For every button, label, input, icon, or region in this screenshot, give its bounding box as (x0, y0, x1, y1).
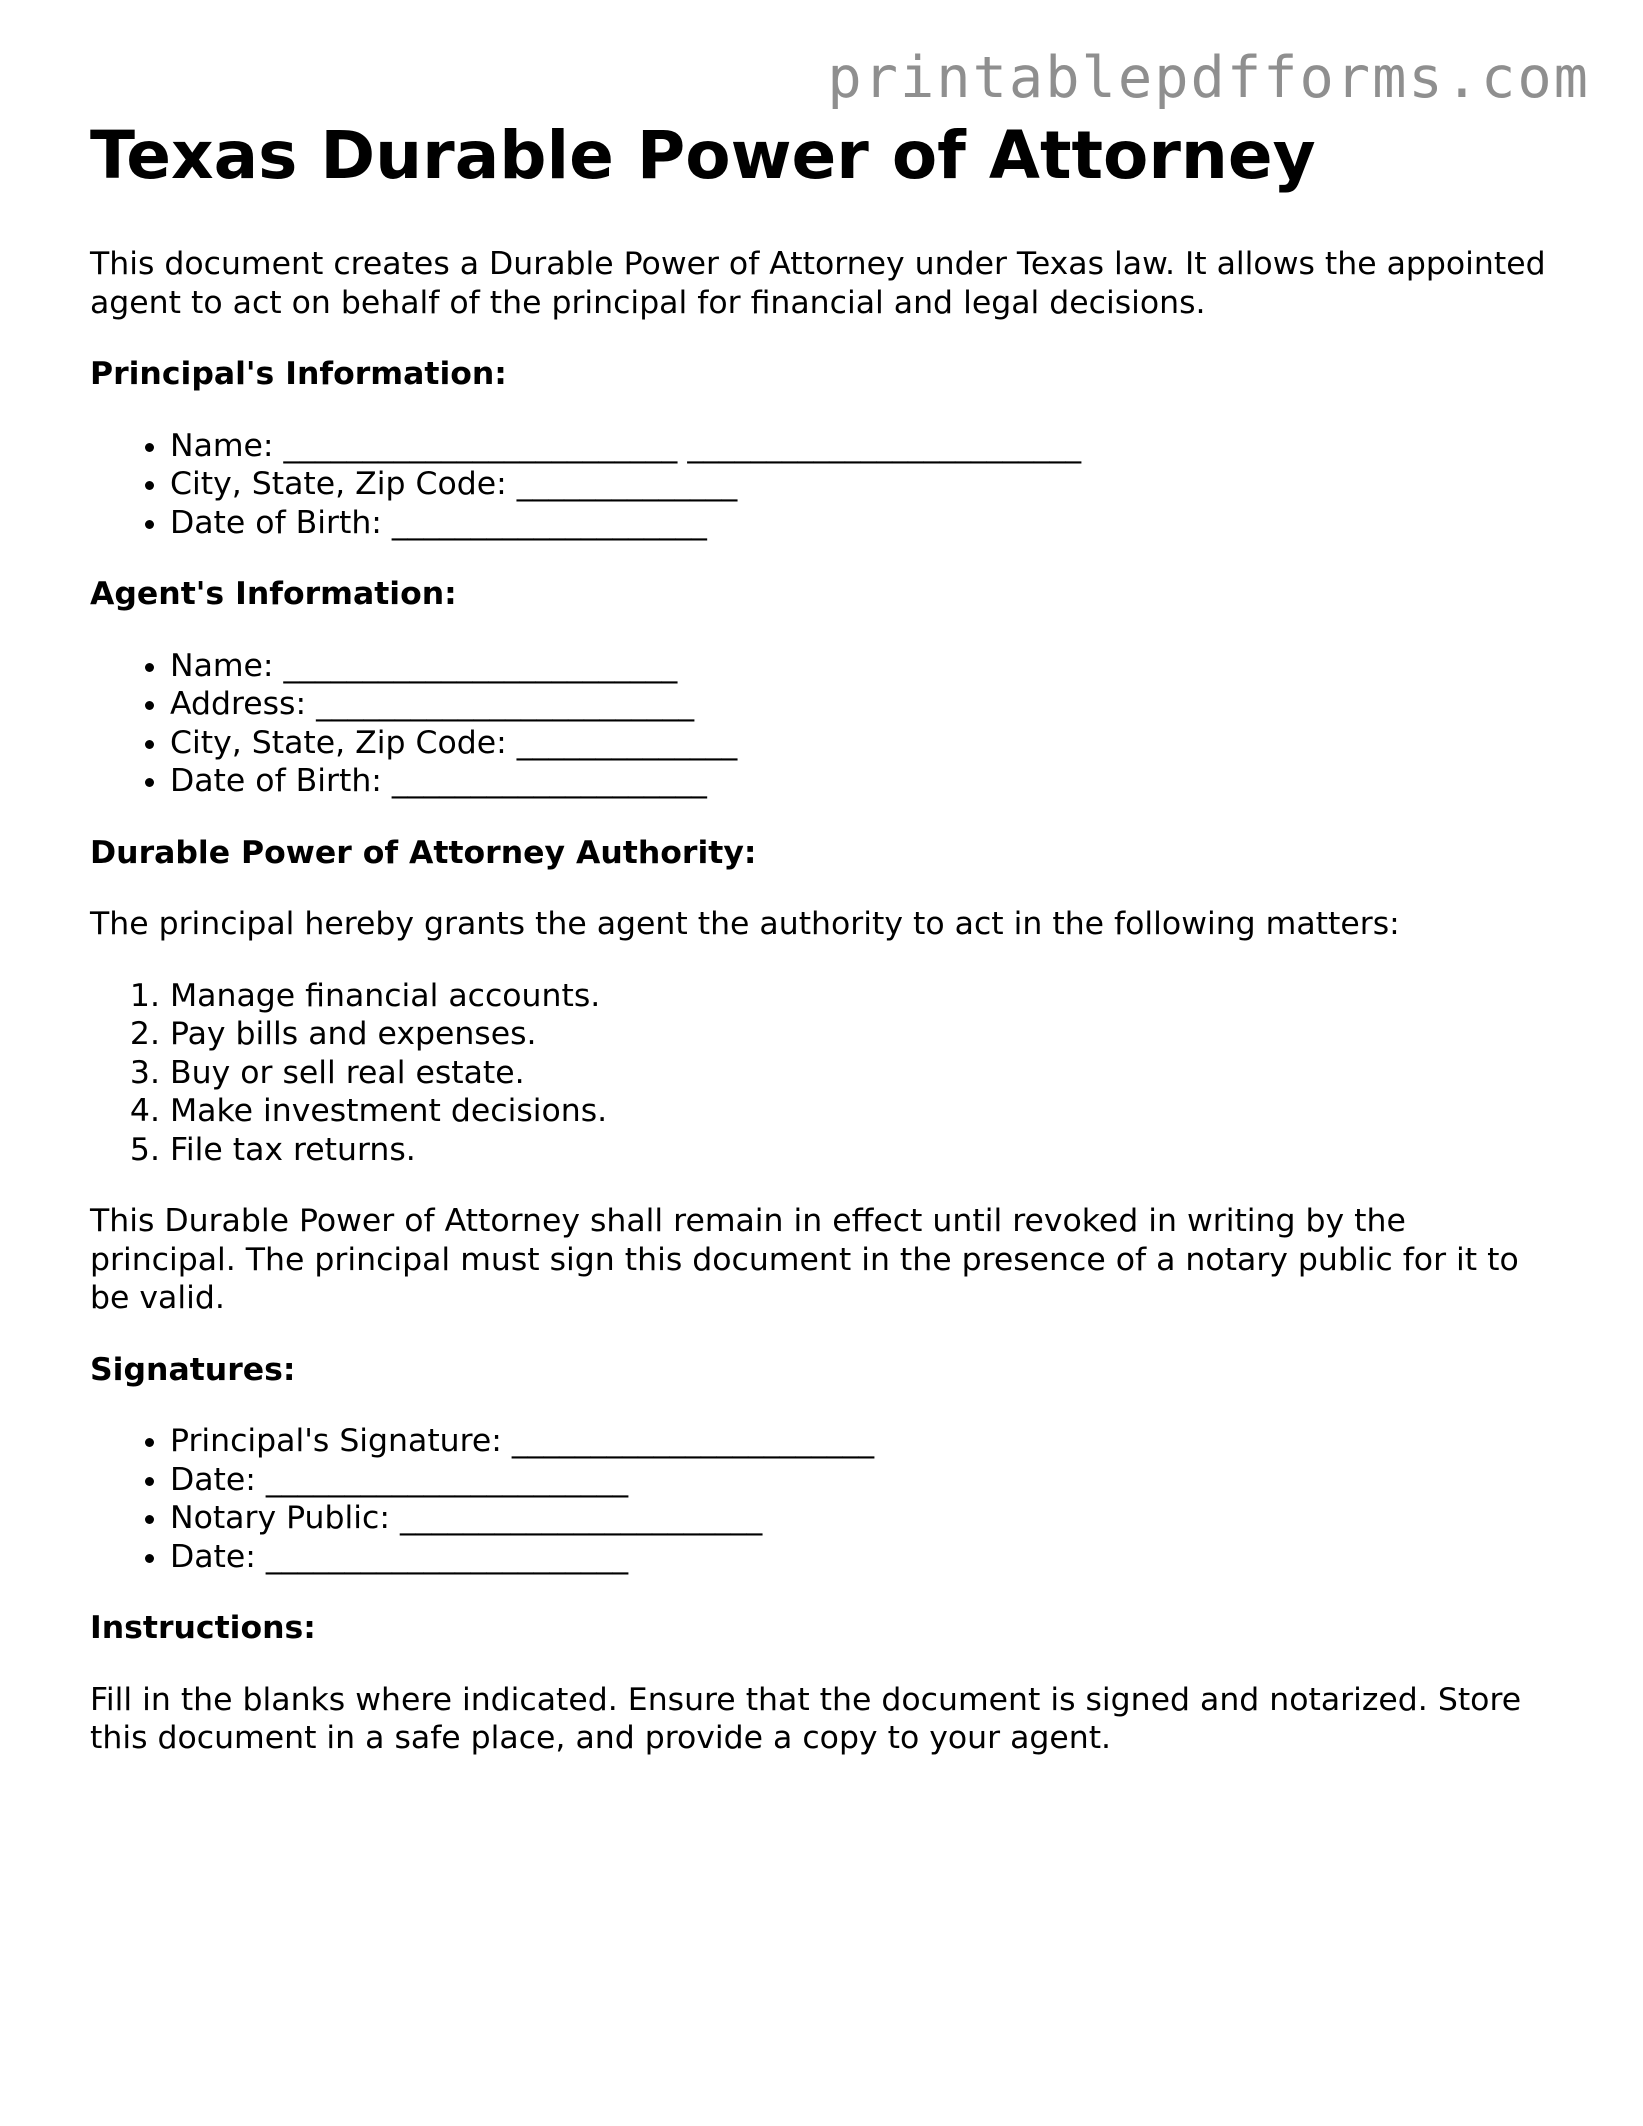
principal-name-field: • Name: _________________________ _________________________ (170, 427, 1560, 466)
principal-signature-field: • Principal's Signature: _______________________ (170, 1422, 1560, 1461)
agent-address-field: • Address: ________________________ (170, 685, 1560, 724)
authority-list (90, 977, 1560, 1170)
agent-name-field: • Name: _________________________ (170, 647, 1560, 686)
agent-heading: Agent's Information: (90, 576, 457, 612)
principal-city-field: • City, State, Zip Code: ______________ (170, 465, 1560, 504)
agent-fields (90, 647, 1560, 801)
document-title: Texas Durable Power of Attorney (90, 117, 1316, 194)
authority-heading: Durable Power of Attorney Authority: (90, 834, 757, 871)
authority-item: 1. Manage financial accounts. (170, 977, 1560, 1016)
signatures-heading: Signatures: (90, 1351, 296, 1388)
instructions-heading: Instructions: (90, 1610, 316, 1646)
agent-dob-field: • Date of Birth: ____________________ (170, 762, 1560, 801)
authority-note: This Durable Power of Attorney shall remain in effect until revoked in writing by the principal. The principal must sign this document in the presence of a notary public for it to be valid. (90, 1203, 1519, 1316)
principal-date-field: • Date: _______________________ (170, 1461, 1560, 1500)
notary-date-field: • Date: _______________________ (170, 1538, 1560, 1577)
principal-fields (90, 427, 1560, 543)
document-page (90, 115, 1560, 1791)
authority-item: 5. File tax returns. (170, 1131, 1560, 1170)
watermark: printablepdfforms.com (827, 45, 1590, 111)
instructions-text: Fill in the blanks where indicated. Ensure that the document is signed and notarized. Store this document in a safe place, and provide a copy to your agent. (90, 1681, 1522, 1756)
authority-intro: The principal hereby grants the agent the authority to act in the following matters: (90, 906, 1400, 942)
principal-heading: Principal's Information: (90, 356, 507, 392)
authority-item: 3. Buy or sell real estate. (170, 1054, 1560, 1093)
notary-public-field: • Notary Public: _______________________ (170, 1499, 1560, 1538)
signature-fields (90, 1422, 1560, 1576)
principal-dob-field: • Date of Birth: ____________________ (170, 504, 1560, 543)
agent-city-field: • City, State, Zip Code: ______________ (170, 724, 1560, 763)
intro-paragraph: This document creates a Durable Power of Attorney under Texas law. It allows the appointed agent to act on behalf of the principal for financial and legal decisions. (90, 246, 1546, 321)
authority-item: 2. Pay bills and expenses. (170, 1015, 1560, 1054)
authority-item: 4. Make investment decisions. (170, 1092, 1560, 1131)
